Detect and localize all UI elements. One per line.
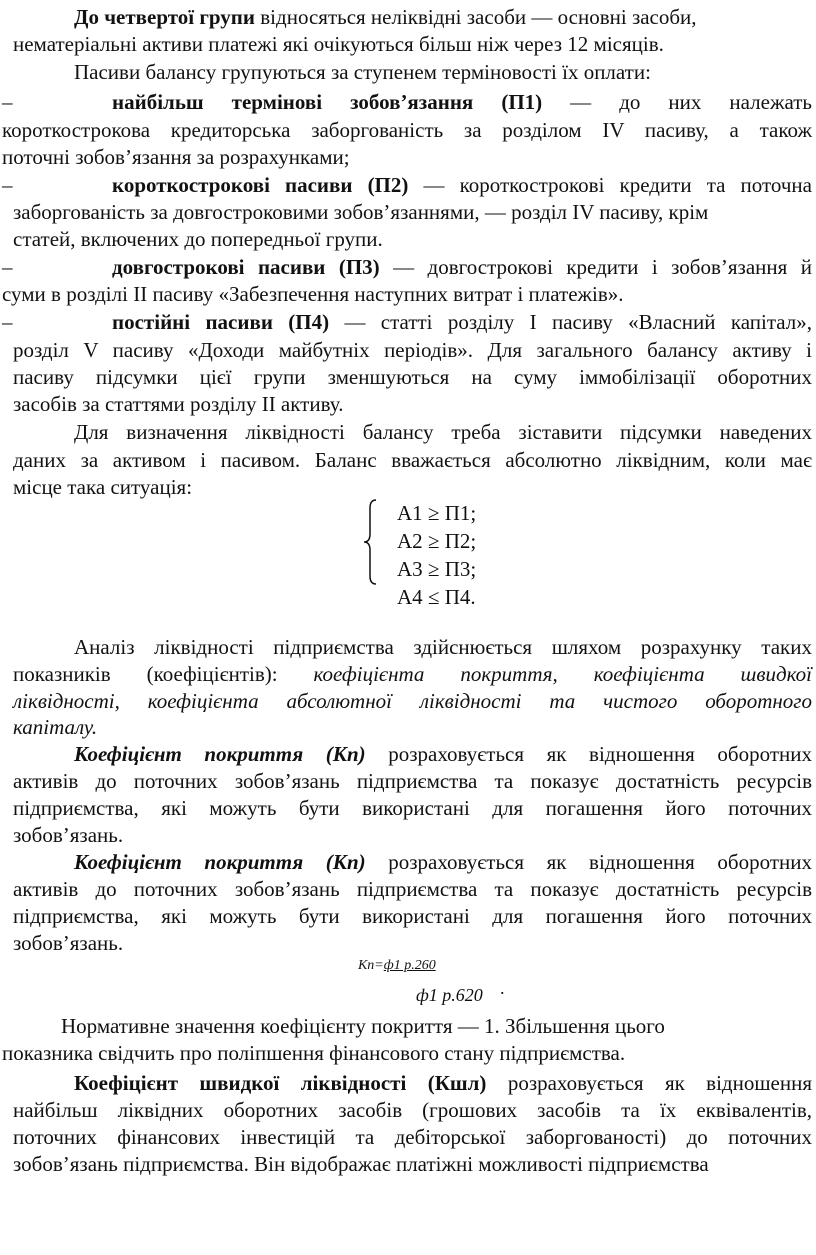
list-item-line: поточні зобов’язання за розрахунками;: [2, 145, 350, 169]
paragraph-line: поточних фінансових інвестицій та дебіторської заборгованості) до поточних: [13, 1125, 812, 1149]
paragraph-line: [13, 688, 812, 714]
text-span: відносяться неліквідні засоби — основні засоби,: [255, 5, 697, 29]
list-item-line: розділ V пасиву «Доходи майбутніх періодів». Для загального балансу активу і: [13, 338, 812, 362]
list-item-line: засобів за статтями розділу II активу.: [13, 392, 344, 416]
list-item-line: короткострокова кредиторська заборгованість за розділом IV пасиву, а також: [2, 118, 812, 142]
paragraph-line: зобов’язань.: [13, 823, 124, 847]
text-span: розраховується як відношення: [486, 1071, 812, 1095]
bold-term: довгострокові пасиви (П3): [112, 255, 380, 279]
inequality: А1 ≥ П1;: [397, 501, 477, 525]
paragraph-line: Нормативне значення коефіцієнту покриття — 1. Збільшення цього: [61, 1014, 665, 1038]
list-dash: –: [2, 90, 13, 114]
paragraph-line: показника свідчить про поліпшення фінансового стану підприємства.: [2, 1041, 626, 1065]
text-span: — довгострокові кредити і зобов’язання й: [379, 255, 812, 279]
paragraph-line: підприємства, які можуть бути використані для погашення його поточних: [13, 796, 812, 820]
list-item-line: [112, 89, 812, 115]
list-item-line: статей, включених до попередньої групи.: [13, 227, 383, 251]
bold-term: До четвертої групи: [74, 5, 256, 29]
paragraph-line: нематеріальні активи платежі які очікуються більш ніж через 12 місяців.: [13, 32, 664, 56]
bold-term: короткострокові пасиви (П2): [112, 173, 409, 197]
paragraph-line: підприємства, які можуть бути використані для погашення його поточних: [13, 904, 812, 928]
italic-text: капіталу.: [13, 715, 98, 739]
paragraph-line: даних за активом і пасивом. Баланс вважається абсолютно ліквідним, коли має: [13, 448, 812, 472]
text-span: — короткострокові кредити та поточна: [408, 173, 812, 197]
paragraph-line: [13, 714, 97, 740]
list-item-line: [112, 254, 812, 280]
text-span: — до них належать: [542, 90, 813, 114]
list-dash: –: [2, 173, 13, 197]
paragraph-line: зобов’язань.: [13, 931, 124, 955]
inequality: А4 ≤ П4.: [397, 585, 476, 609]
list-item-line: пасиву підсумки цієї групи зменшуються на суму іммобілізації оборотних: [13, 365, 812, 389]
list-dash: –: [2, 255, 13, 279]
paragraph-line: Пасиви балансу групуються за ступенем терміновості їх оплати:: [74, 60, 651, 84]
list-item-line: [112, 172, 812, 198]
formula-dot: .: [500, 978, 505, 998]
paragraph-line: зобов’язань підприємства. Він відображає платіжні можливості підприємства: [13, 1152, 709, 1176]
paragraph-line: Аналіз ліквідності підприємства здійснюється шляхом розрахунку таких: [74, 635, 812, 659]
text-span: розраховується як відношення оборотних: [365, 850, 812, 874]
text-span: — статті розділу I пасиву «Власний капітал»,: [329, 310, 812, 334]
bold-term: Коефіцієнт швидкої ліквідності (Кшл): [74, 1071, 487, 1095]
list-dash: –: [2, 310, 13, 334]
paragraph-line: [74, 741, 812, 767]
bold-term: постійні пасиви (П4): [112, 310, 330, 334]
formula-numerator: ф1 р.260: [383, 958, 436, 973]
paragraph-line: [74, 4, 697, 30]
bold-italic-term: Коефіцієнт покриття (Кп): [74, 742, 366, 766]
paragraph-line: Для визначення ліквідності балансу треба зіставити підсумки наведених: [74, 420, 812, 444]
left-brace-icon: [362, 498, 382, 586]
bold-term: найбільш термінові зобов’язання (П1): [112, 90, 543, 114]
text-span: розраховується як відношення оборотних: [365, 742, 812, 766]
list-item-line: заборгованість за довгостроковими зобов’язаннями, — розділ IV пасиву, крім: [13, 200, 709, 224]
paragraph-line: [74, 849, 812, 875]
formula-denominator-text: ф1 р.620: [416, 985, 483, 1005]
bold-italic-term: Коефіцієнт покриття (Кп): [74, 850, 366, 874]
paragraph-line: активів до поточних зобов’язань підприємства та показує достатність ресурсів: [13, 877, 812, 901]
inequality: А3 ≥ П3;: [397, 557, 477, 581]
paragraph-line: активів до поточних зобов’язань підприємства та показує достатність ресурсів: [13, 769, 812, 793]
inequality: А2 ≥ П2;: [397, 529, 477, 553]
formula-lhs-text: Кп=: [358, 958, 384, 973]
italic-text: коефіцієнта покриття, коефіцієнта швидкої: [313, 662, 812, 686]
formula-lhs: [358, 958, 436, 974]
paragraph-line: найбільш ліквідних оборотних засобів (грошових засобів та їх еквівалентів,: [13, 1098, 812, 1122]
formula-denominator: [416, 985, 483, 1006]
list-item-line: суми в розділі II пасиву «Забезпечення наступних витрат і платежів».: [2, 282, 624, 306]
text-span: показників (коефіцієнтів):: [13, 662, 314, 686]
italic-text: ліквідності, коефіцієнта абсолютної ліквідності та чистого оборотного: [13, 689, 812, 713]
list-item-line: [112, 309, 812, 335]
paragraph-line: [74, 1070, 812, 1096]
paragraph-line: місце така ситуація:: [13, 475, 193, 499]
paragraph-line: [13, 661, 812, 687]
